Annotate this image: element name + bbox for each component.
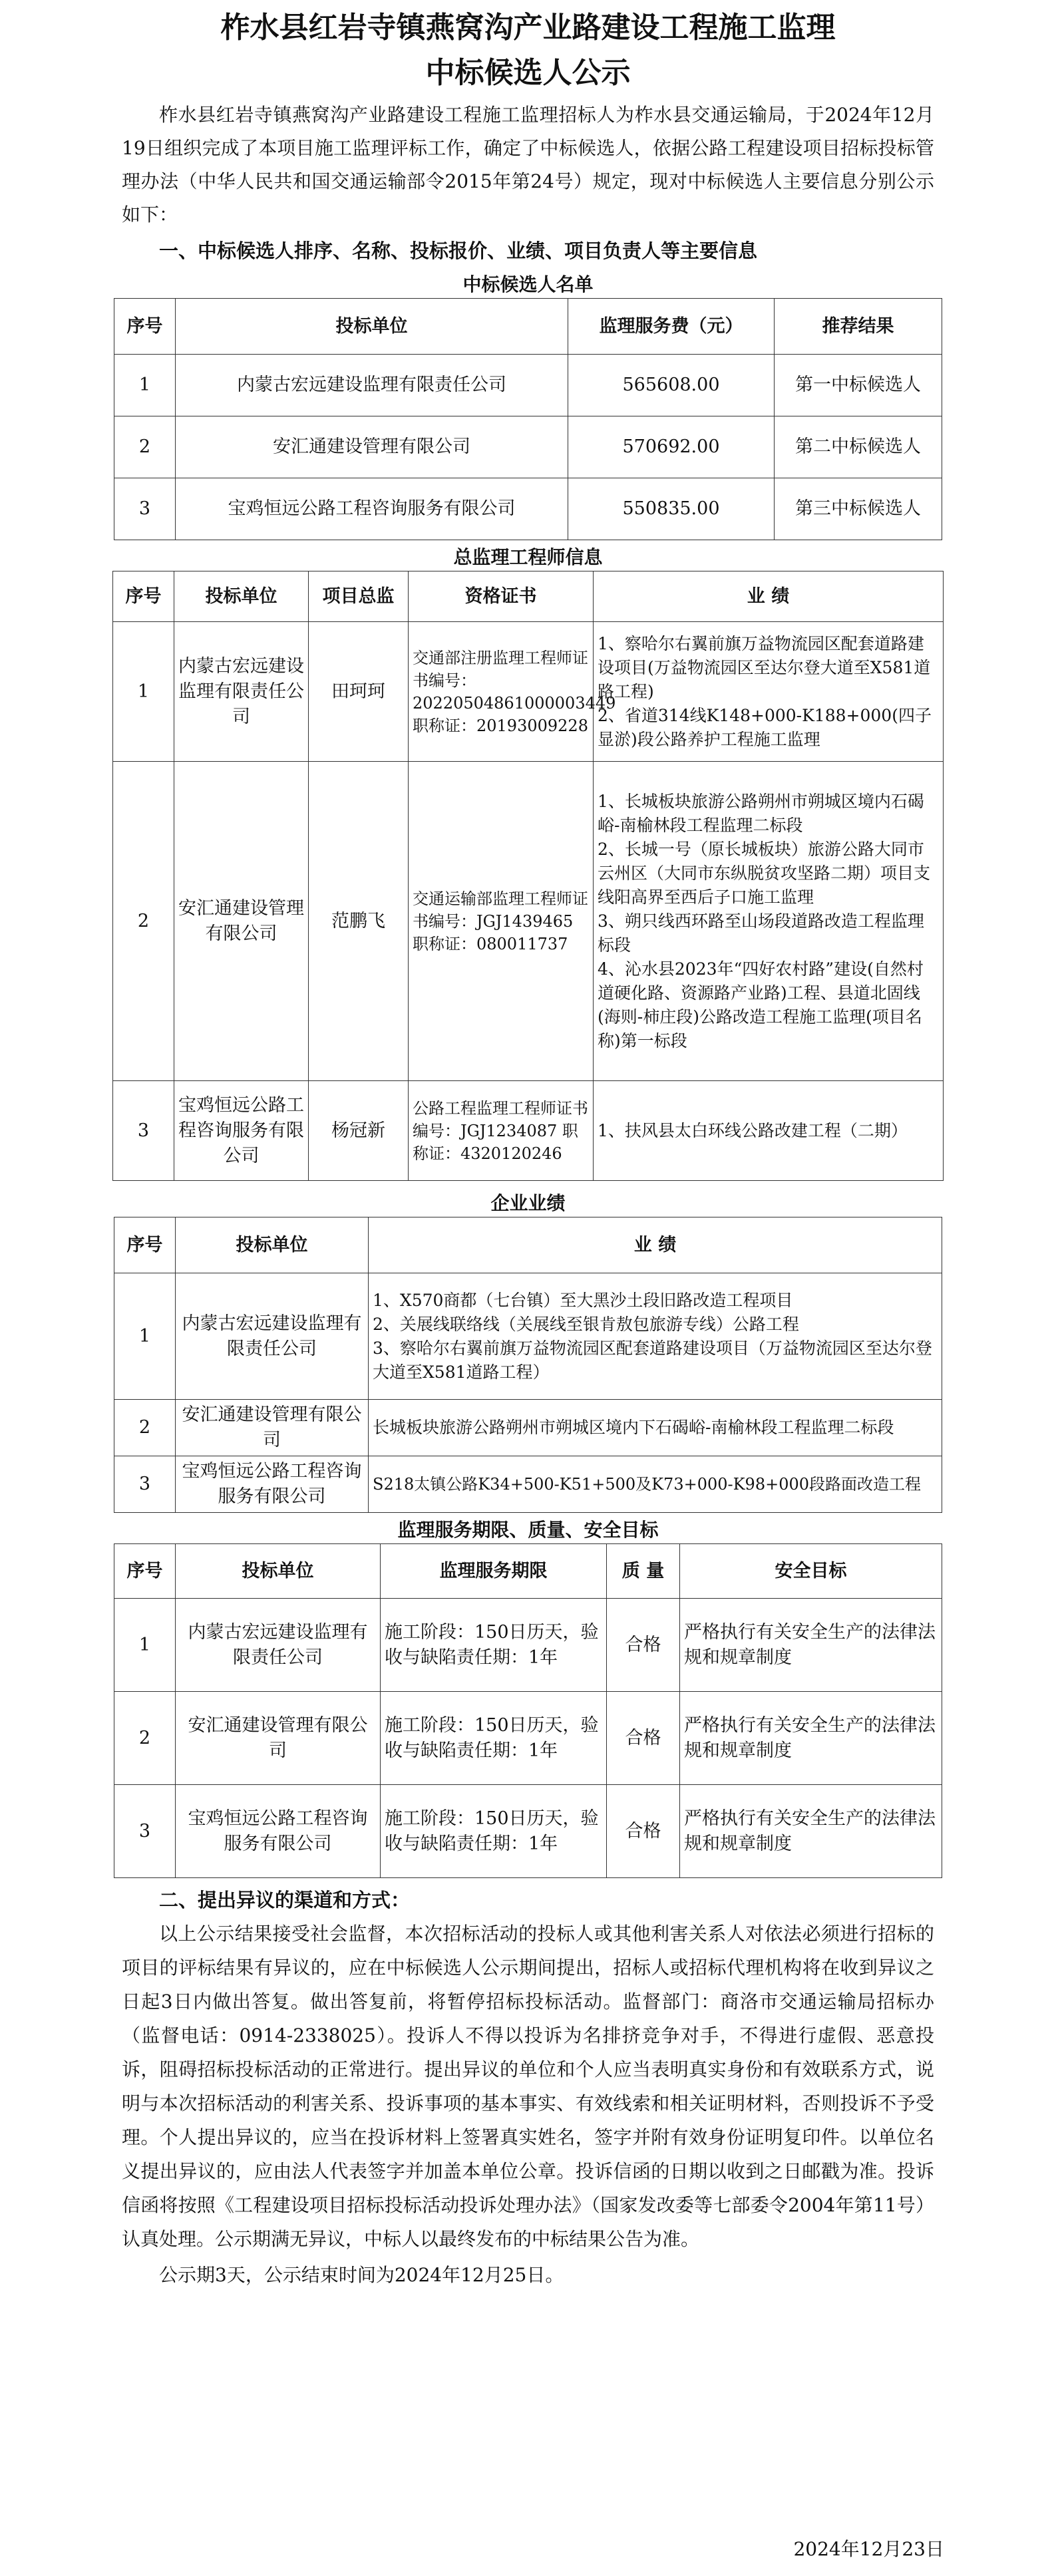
table-row: [113, 622, 944, 762]
company-performance-table: [114, 1217, 942, 1513]
cell: 田珂珂: [309, 622, 409, 762]
header-cell: 投标单位: [176, 299, 568, 355]
cell: 宝鸡恒远公路工程咨询服务有限公司: [176, 478, 568, 540]
publicity-period: 公示期3天，公示结束时间为2024年12月25日。: [159, 2264, 564, 2286]
cell: 合格: [607, 1692, 680, 1785]
cell: 3: [114, 1785, 176, 1878]
cell: 2: [114, 1400, 176, 1456]
cell: 第三中标候选人: [775, 478, 942, 540]
chief-engineer-table: [112, 571, 944, 1181]
cell: 1、长城板块旅游公路朔州市朔城区境内石碣峪-南榆林段工程监理二标段 2、长城一号（原长城板块）旅游公路大同市云州区（大同市东纵脱贫攻坚路二期）项目支线阳高界至西后子口施工监理 3、朔只线西环路至山场段道路改造工程监理标段 4、沁水县2023年“四好农村路”建设(自然村道硬化路、资源路产业路)工程、县道北固线(海则-柿庄段)公路改造工程施工监理(项目名称)第一标段: [594, 762, 944, 1081]
header-cell: 推荐结果: [775, 299, 942, 355]
table3-caption: 企业业绩: [490, 1192, 566, 1214]
cell: 565608.00: [568, 355, 775, 416]
cell: 交通运输部监理工程师证书编号：JGJ1439465 职称证：080011737: [409, 762, 594, 1081]
cell: 1、X570商都（七台镇）至大黑沙土段旧路改造工程项目 2、关展线联络线（关展线至银肯敖包旅游专线）公路工程 3、察哈尔右翼前旗万益物流园区配套道路建设项目（万益物流园区至达尔登大道至X581道路工程）: [369, 1273, 942, 1400]
header-cell: 序号: [114, 299, 176, 355]
service-terms-table: [114, 1543, 942, 1878]
table-row: [114, 355, 942, 416]
cell: 第一中标候选人: [775, 355, 942, 416]
cell: 1: [113, 622, 174, 762]
announcement-date: 2024年12月23日: [793, 2538, 944, 2560]
cell: 安汇通建设管理有限公司: [176, 1692, 381, 1785]
table-header-row: [114, 1544, 942, 1599]
header-cell: 序号: [114, 1217, 176, 1273]
table4-caption: 监理服务期限、质量、安全目标: [397, 1519, 659, 1541]
cell: 内蒙古宏远建设监理有限责任公司: [176, 355, 568, 416]
cell: 内蒙古宏远建设监理有限责任公司: [176, 1599, 381, 1692]
section-2-heading: 二、提出异议的渠道和方式：: [159, 1889, 411, 1911]
header-cell: 序号: [114, 1544, 176, 1599]
header-cell: 业 绩: [594, 571, 944, 622]
table-row: [113, 1081, 944, 1181]
cell: 2: [113, 762, 174, 1081]
cell: 1: [114, 1599, 176, 1692]
cell: 宝鸡恒远公路工程咨询服务有限公司: [174, 1081, 309, 1181]
table-row: [114, 1785, 942, 1878]
cell: 1: [114, 355, 176, 416]
cell: S218太镇公路K34+500-K51+500及K73+000-K98+000段路面改造工程: [369, 1456, 942, 1513]
cell: 安汇通建设管理有限公司: [176, 416, 568, 478]
title-line-1: 柞水县红岩寺镇燕窝沟产业路建设工程施工监理: [220, 11, 836, 45]
cell: 第二中标候选人: [775, 416, 942, 478]
cell: 长城板块旅游公路朔州市朔城区境内下石碣峪-南榆林段工程监理二标段: [369, 1400, 942, 1456]
table-header-row: [114, 299, 942, 355]
cell: 1、察哈尔右翼前旗万益物流园区配套道路建设项目(万益物流园区至达尔登大道至X581道路工程) 2、省道314线K148+000-K188+000(四子显淤)段公路养护工程施工监理: [594, 622, 944, 762]
cell: 1、扶风县太白环线公路改建工程（二期）: [594, 1081, 944, 1181]
cell: 公路工程监理工程师证书编号：JGJ1234087 职称证：4320120246: [409, 1081, 594, 1181]
header-cell: 监理服务期限: [381, 1544, 607, 1599]
table-row: [114, 1400, 942, 1456]
page-title: [0, 5, 1056, 96]
header-cell: 投标单位: [174, 571, 309, 622]
header-cell: 序号: [113, 571, 174, 622]
cell: 3: [114, 1456, 176, 1513]
candidate-table: [114, 298, 942, 540]
table-row: [114, 478, 942, 540]
table-header-row: [114, 1217, 942, 1273]
cell: 施工阶段：150日历天，验收与缺陷责任期：1年: [381, 1785, 607, 1878]
cell: 宝鸡恒远公路工程咨询服务有限公司: [176, 1785, 381, 1878]
cell: 交通部注册监理工程师证书编号：20220504861000003449 职称证：20193009228: [409, 622, 594, 762]
table-header-row: [113, 571, 944, 622]
table-row: [114, 1273, 942, 1400]
cell: 范鹏飞: [309, 762, 409, 1081]
cell: 570692.00: [568, 416, 775, 478]
cell: 内蒙古宏远建设监理有限责任公司: [176, 1273, 369, 1400]
table1-caption: 中标候选人名单: [462, 273, 594, 295]
cell: 1: [114, 1273, 176, 1400]
cell: 合格: [607, 1785, 680, 1878]
table-row: [113, 762, 944, 1081]
cell: 2: [114, 416, 176, 478]
cell: 施工阶段：150日历天，验收与缺陷责任期：1年: [381, 1599, 607, 1692]
table-row: [114, 1692, 942, 1785]
section-1-heading: 一、中标候选人排序、名称、投标报价、业绩、项目负责人等主要信息: [159, 240, 758, 262]
cell: 合格: [607, 1599, 680, 1692]
header-cell: 监理服务费（元）: [568, 299, 775, 355]
cell: 安汇通建设管理有限公司: [176, 1400, 369, 1456]
cell: 内蒙古宏远建设监理有限责任公司: [174, 622, 309, 762]
cell: 2: [114, 1692, 176, 1785]
header-cell: 安全目标: [680, 1544, 942, 1599]
cell: 杨冠新: [309, 1081, 409, 1181]
cell: 宝鸡恒远公路工程咨询服务有限公司: [176, 1456, 369, 1513]
table-row: [114, 1456, 942, 1513]
header-cell: 投标单位: [176, 1544, 381, 1599]
cell: 施工阶段：150日历天，验收与缺陷责任期：1年: [381, 1692, 607, 1785]
cell: 严格执行有关安全生产的法律法规和规章制度: [680, 1692, 942, 1785]
objection-paragraph: 以上公示结果接受社会监督，本次招标活动的投标人或其他利害关系人对依法必须进行招标的项目的评标结果有异议的，应在中标候选人公示期间提出，招标人或招标代理机构将在收到异议之日起3日内做出答复。做出答复前，将暂停招标投标活动。监督部门：商洛市交通运输局招标办（监督电话：0914-2338025）。投诉人不得以投诉为名排挤竞争对手，不得进行虚假、恶意投诉，阻碍招标投标活动的正常进行。提出异议的单位和个人应当表明真实身份和有效联系方式，说明与本次招标活动的利害关系、投诉事项的基本事实、有效线索和相关证明材料，否则投诉不予受理。个人提出异议的，应当在投诉材料上签署真实姓名，签字并附有效身份证明复印件。以单位名义提出异议的，应由法人代表签字并加盖本单位公章。投诉信函的日期以收到之日邮戳为准。投诉信函将按照《工程建设项目招标投标活动投诉处理办法》（国家发改委等七部委令2004年第11号）认真处理。公示期满无异议，中标人以最终发布的中标结果公告为准。: [122, 1923, 934, 2250]
header-cell: 质 量: [607, 1544, 680, 1599]
table-row: [114, 1599, 942, 1692]
header-cell: 资格证书: [409, 571, 594, 622]
cell: 安汇通建设管理有限公司: [174, 762, 309, 1081]
title-line-2: 中标候选人公示: [425, 56, 631, 90]
cell: 严格执行有关安全生产的法律法规和规章制度: [680, 1599, 942, 1692]
table2-caption: 总监理工程师信息: [453, 546, 603, 568]
cell: 严格执行有关安全生产的法律法规和规章制度: [680, 1785, 942, 1878]
header-cell: 业 绩: [369, 1217, 942, 1273]
cell: 3: [113, 1081, 174, 1181]
intro-paragraph: 柞水县红岩寺镇燕窝沟产业路建设工程施工监理招标人为柞水县交通运输局，于2024年12月19日组织完成了本项目施工监理评标工作，确定了中标候选人，依据公路工程建设项目招标投标管理办法（中华人民共和国交通运输部令2015年第24号）规定，现对中标候选人主要信息分别公示如下：: [122, 104, 934, 226]
header-cell: 项目总监: [309, 571, 409, 622]
header-cell: 投标单位: [176, 1217, 369, 1273]
table-row: [114, 416, 942, 478]
cell: 550835.00: [568, 478, 775, 540]
cell: 3: [114, 478, 176, 540]
